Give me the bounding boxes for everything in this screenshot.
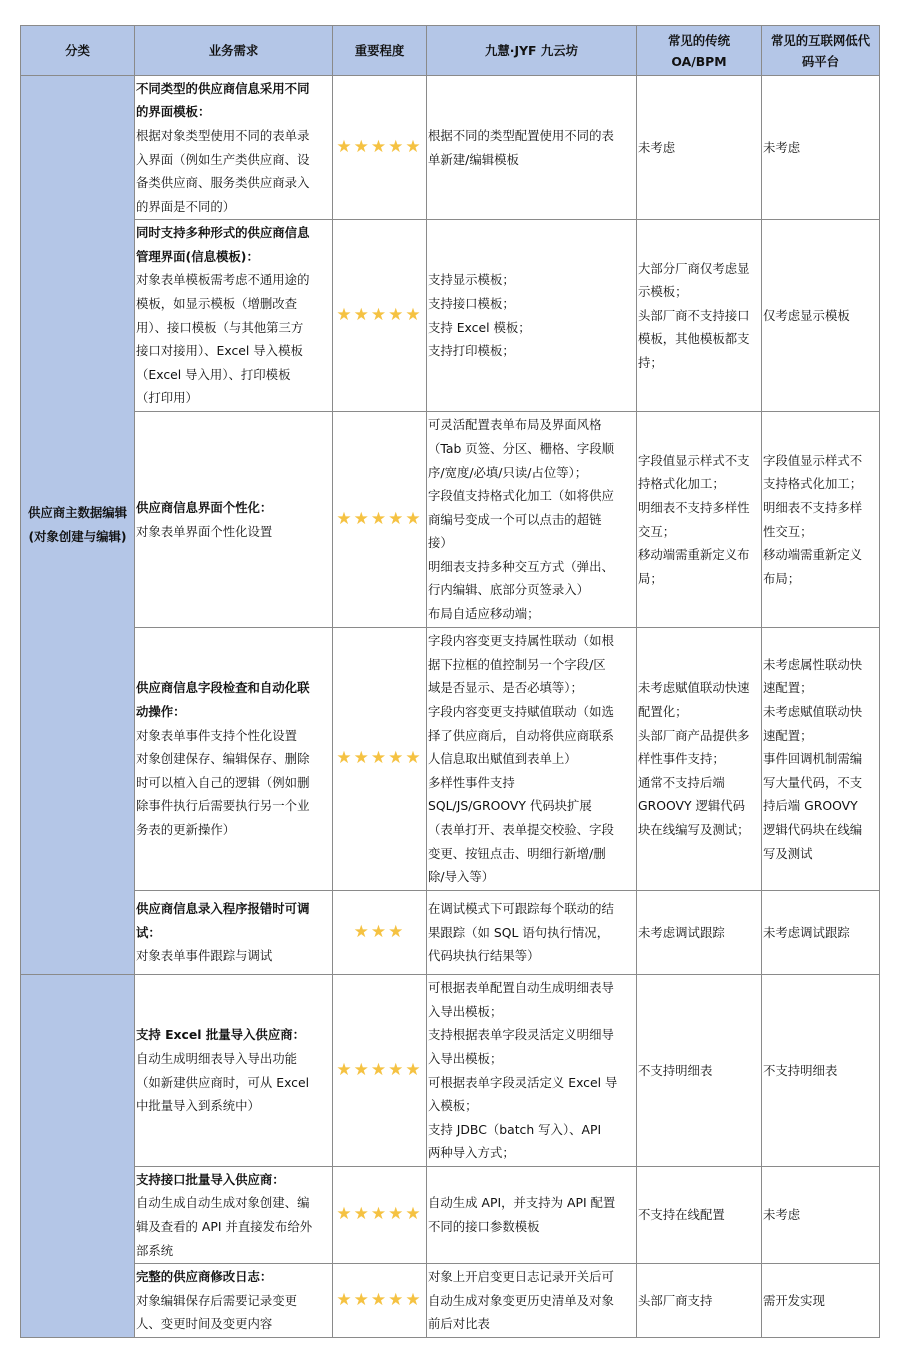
jyf-cell (427, 975, 637, 1167)
cell-text-line: 未考虑 (763, 139, 801, 155)
cell-text-line: （Excel 导入用）、打印模板 (136, 366, 291, 382)
oa-cell (637, 891, 762, 975)
cell-text-line: 字段内容变更支持赋值联动（如选 (428, 704, 614, 720)
requirement-title-line: 供应商信息字段检查和自动化联 (136, 680, 310, 696)
cell-text-line: 对象表单模板需考虑不通用途的 (136, 272, 310, 288)
jyf-cell (427, 1264, 637, 1338)
cell-text-line: 布局自适应移动端； (428, 606, 540, 622)
cell-text-line: 需开发实现 (763, 1292, 825, 1308)
cell-text-line: 逻辑代码块在线编 (763, 821, 863, 837)
cell-text-line: 序/宽度/必填/只读/占位等）； (428, 464, 588, 480)
lowcode-cell (762, 76, 880, 220)
cell-text-line: 中批量导入到系统中） (136, 1098, 260, 1114)
oa-cell (637, 1264, 762, 1338)
requirement-title-line: 完整的供应商修改日志： (136, 1269, 273, 1285)
cell-text-line: 辑及查看的 API 并直接发布给外 (136, 1219, 313, 1234)
cell-text-line: 代码块执行结果等） (428, 948, 540, 964)
table-row (21, 891, 880, 975)
table-body (21, 76, 880, 1338)
importance-stars: ★★★★★ (333, 975, 427, 1167)
lowcode-cell (762, 412, 880, 628)
cell-text-line: 未考虑 (763, 1207, 801, 1223)
importance-stars: ★★★★★ (333, 1167, 427, 1264)
cell-text-line: 入导出模板； (428, 1003, 503, 1019)
cell-text-line: 字段值显示样式不 (763, 452, 863, 468)
cell-text-line: （Tab 页签、分区、栅格、字段顺 (428, 440, 614, 456)
requirement-cell (135, 1264, 333, 1338)
cell-text-line: 可根据表单配置自动生成明细表导 (428, 980, 614, 996)
lowcode-cell (762, 628, 880, 891)
cell-text-line: 对象上开启变更日志记录开关后可 (428, 1269, 614, 1285)
cell-text-line: 未考虑赋值联动快速 (638, 680, 750, 696)
cell-text-line: 支持 Excel 模板； (428, 319, 531, 335)
cell-text-line: 未考虑调试跟踪 (638, 924, 725, 940)
lowcode-cell (762, 1264, 880, 1338)
oa-cell (637, 220, 762, 412)
table-row (21, 1264, 880, 1338)
cell-text-line: 明细表不支持多样性 (638, 499, 750, 515)
cell-text-line: 支持打印模板； (428, 343, 515, 359)
cell-text-line: 明细表支持多种交互方式（弹出、 (428, 558, 614, 574)
cell-text-line: 单新建/编辑模板 (428, 151, 519, 167)
cell-text-line: 自动生成自动生成对象创建、编 (136, 1195, 310, 1211)
cell-text-line: 接口对接用）、Excel 导入模板 (136, 343, 303, 359)
cell-text-line: 支持显示模板； (428, 272, 515, 288)
cell-text-line: 自动生成 API，并支持为 API 配置 (428, 1195, 616, 1211)
cell-text-line: 自动生成明细表导入导出功能 (136, 1050, 298, 1066)
cell-text-line: 行内编辑、底部分页签录入） (428, 582, 590, 598)
cell-text-line: 用）、接口模板（与其他第三方 (136, 319, 304, 335)
cell-text-line: 速配置； (763, 727, 813, 743)
requirement-title-line: 动操作： (136, 704, 186, 720)
requirement-title-line: 试： (136, 924, 161, 940)
requirement-title-line: 供应商信息录入程序报错时可调 (136, 901, 310, 917)
lowcode-cell (762, 891, 880, 975)
requirement-title-line: 支持接口批量导入供应商： (136, 1171, 285, 1187)
importance-stars: ★★★★★ (333, 220, 427, 412)
cell-text-line: 入导出模板； (428, 1050, 503, 1066)
cell-text-line: 除事件执行后需要执行另一个业 (136, 798, 310, 814)
requirement-cell (135, 412, 333, 628)
importance-stars: ★★★★★ (333, 76, 427, 220)
cell-text-line: 头部厂商不支持接口 (638, 307, 750, 323)
cell-text-line: GROOVY 逻辑代码 (638, 798, 746, 814)
cell-text-line: 根据不同的类型配置使用不同的表 (428, 127, 614, 143)
requirement-title-line: 管理界面(信息模板)： (136, 248, 259, 264)
cell-text-line: （如新建供应商时，可从 Excel (136, 1074, 310, 1090)
cell-text-line: 速配置； (763, 680, 813, 696)
cell-text-line: 支持接口模板； (428, 295, 515, 311)
cell-text-line: 通常不支持后端 (638, 774, 725, 790)
cell-text-line: 模板，如显示模板（增删改查 (136, 295, 298, 311)
cell-text-line: 支持格式化加工； (763, 476, 863, 492)
cell-text-line: 不支持明细表 (638, 1062, 713, 1078)
header-traditional-oa: 常见的传统 OA/BPM (637, 26, 762, 76)
cell-text-line: 人信息取出赋值到表单上） (428, 751, 577, 767)
requirement-title-line: 的界面模板： (136, 104, 211, 120)
category-cell: 供应商主数据编辑 (对象创建与编辑) (21, 76, 135, 975)
cell-text-line: 未考虑属性联动快 (763, 656, 863, 672)
cell-text-line: 大部分厂商仅考虑显 (638, 260, 750, 276)
cell-text-line: 对象创建保存、编辑保存、删除 (136, 751, 310, 767)
cell-text-line: 写及测试 (763, 845, 813, 861)
oa-cell (637, 628, 762, 891)
header-category: 分类 (21, 26, 135, 76)
table-row (21, 76, 880, 220)
cell-text-line: 样性事件支持； (638, 751, 725, 767)
category-cell-2 (21, 975, 135, 1338)
cell-text-line: 字段内容变更支持属性联动（如根 (428, 633, 614, 649)
cell-text-line: 示模板； (638, 284, 688, 300)
importance-stars: ★★★★★ (333, 628, 427, 891)
cell-text-line: 对象表单事件支持个性化设置 (136, 727, 298, 743)
cell-text-line: 多样性事件支持 (428, 774, 515, 790)
jyf-cell (427, 628, 637, 891)
jyf-cell (427, 76, 637, 220)
cell-text-line: 布局； (763, 570, 801, 586)
table-row (21, 628, 880, 891)
oa-cell (637, 975, 762, 1167)
importance-stars: ★★★★★ (333, 1264, 427, 1338)
cell-text-line: 入界面（例如生产类供应商、设 (136, 151, 310, 167)
cell-text-line: 的界面是不同的） (136, 198, 236, 214)
cell-text-line: SQL/JS/GROOVY 代码块扩展 (428, 798, 592, 814)
jyf-cell (427, 220, 637, 412)
header-jyf: 九慧·JYF 九云坊 (427, 26, 637, 76)
cell-text-line: 根据对象类型使用不同的表单录 (136, 127, 310, 143)
importance-stars: ★★★★★ (333, 412, 427, 628)
table-row (21, 1167, 880, 1264)
cell-text-line: 性交互； (763, 523, 813, 539)
cell-text-line: 局； (638, 570, 663, 586)
cell-text-line: 备类供应商、服务类供应商录入 (136, 175, 310, 191)
cell-text-line: 字段值显示样式不支 (638, 452, 750, 468)
header-requirement: 业务需求 (135, 26, 333, 76)
jyf-cell (427, 412, 637, 628)
cell-text-line: 对象表单界面个性化设置 (136, 523, 273, 539)
cell-text-line: 字段值支持格式化加工（如将供应 (428, 488, 614, 504)
comparison-table (20, 25, 880, 1338)
cell-text-line: 持； (638, 354, 663, 370)
cell-text-line: 可灵活配置表单布局及界面风格 (428, 417, 602, 433)
lowcode-cell (762, 975, 880, 1167)
cell-text-line: 前后对比表 (428, 1316, 490, 1332)
requirement-cell (135, 220, 333, 412)
cell-text-line: 明细表不支持多样 (763, 499, 863, 515)
oa-cell (637, 76, 762, 220)
requirement-title-line: 支持 Excel 批量导入供应商： (136, 1027, 305, 1043)
requirement-cell (135, 628, 333, 891)
cell-text-line: 块在线编写及测试； (638, 821, 750, 837)
lowcode-cell (762, 1167, 880, 1264)
cell-text-line: 两种导入方式； (428, 1145, 515, 1161)
jyf-cell (427, 891, 637, 975)
cell-text-line: 移动端需重新定义布 (638, 547, 750, 563)
cell-text-line: 事件回调机制需编 (763, 751, 863, 767)
cell-text-line: 写大量代码，不支 (763, 774, 863, 790)
cell-text-line: 支持 JDBC（batch 写入）、API (428, 1121, 602, 1137)
cell-text-line: 择了供应商后，自动将供应商联系 (428, 727, 614, 743)
cell-text-line: 人、变更时间及变更内容 (136, 1316, 273, 1332)
cell-text-line: 未考虑赋值联动快 (763, 704, 863, 720)
cell-text-line: 持后端 GROOVY (763, 798, 858, 814)
table-row (21, 412, 880, 628)
cell-text-line: 持格式化加工； (638, 476, 725, 492)
cell-text-line: 对象表单事件跟踪与调试 (136, 948, 273, 964)
cell-text-line: 除/导入等） (428, 869, 495, 885)
cell-text-line: 在调试模式下可跟踪每个联动的结 (428, 901, 614, 917)
cell-text-line: 域是否显示、是否必填等）； (428, 680, 583, 696)
requirement-title-line: 同时支持多种形式的供应商信息 (136, 225, 310, 241)
cell-text-line: 仅考虑显示模板 (763, 307, 850, 323)
requirement-cell (135, 891, 333, 975)
cell-text-line: 部系统 (136, 1242, 174, 1258)
cell-text-line: 支持根据表单字段灵活定义明细导 (428, 1027, 614, 1043)
cell-text-line: 未考虑调试跟踪 (763, 924, 850, 940)
cell-text-line: （打印用） (136, 390, 198, 406)
cell-text-line: 移动端需重新定义 (763, 547, 863, 563)
cell-text-line: 商编号变成一个可以点击的超链 (428, 511, 602, 527)
cell-text-line: 据下拉框的值控制另一个字段/区 (428, 656, 606, 672)
cell-text-line: 不支持明细表 (763, 1062, 838, 1078)
cell-text-line: 对象编辑保存后需要记录变更 (136, 1292, 298, 1308)
header-row (21, 26, 880, 76)
header-importance: 重要程度 (333, 26, 427, 76)
lowcode-cell (762, 220, 880, 412)
table-row (21, 220, 880, 412)
cell-text-line: 果跟踪（如 SQL 语句执行情况， (428, 924, 610, 940)
header-lowcode: 常见的互联网低代 码平台 (762, 26, 880, 76)
requirement-cell (135, 975, 333, 1167)
requirement-title-line: 供应商信息界面个性化： (136, 499, 273, 515)
cell-text-line: 交互； (638, 523, 676, 539)
cell-text-line: 头部厂商支持 (638, 1292, 713, 1308)
cell-text-line: 入模板； (428, 1098, 478, 1114)
cell-text-line: 可根据表单字段灵活定义 Excel 导 (428, 1074, 618, 1090)
cell-text-line: （表单打开、表单提交校验、字段 (428, 821, 614, 837)
oa-cell (637, 412, 762, 628)
oa-cell (637, 1167, 762, 1264)
table-row (21, 975, 880, 1167)
cell-text-line: 不支持在线配置 (638, 1207, 725, 1223)
cell-text-line: 变更、按钮点击、明细行新增/删 (428, 845, 606, 861)
requirement-title-line: 不同类型的供应商信息采用不同 (136, 80, 310, 96)
cell-text-line: 不同的接口参数模板 (428, 1219, 540, 1234)
requirement-cell (135, 1167, 333, 1264)
importance-stars: ★★★ (333, 891, 427, 975)
requirement-cell (135, 76, 333, 220)
cell-text-line: 时可以植入自己的逻辑（例如删 (136, 774, 310, 790)
cell-text-line: 接） (428, 535, 453, 551)
cell-text-line: 未考虑 (638, 139, 676, 155)
cell-text-line: 模板，其他模板都支 (638, 331, 750, 347)
cell-text-line: 务表的更新操作） (136, 821, 236, 837)
jyf-cell (427, 1167, 637, 1264)
cell-text-line: 头部厂商产品提供多 (638, 727, 750, 743)
cell-text-line: 自动生成对象变更历史清单及对象 (428, 1292, 614, 1308)
cell-text-line: 配置化； (638, 704, 688, 720)
comparison-table-wrapper (20, 25, 879, 1338)
